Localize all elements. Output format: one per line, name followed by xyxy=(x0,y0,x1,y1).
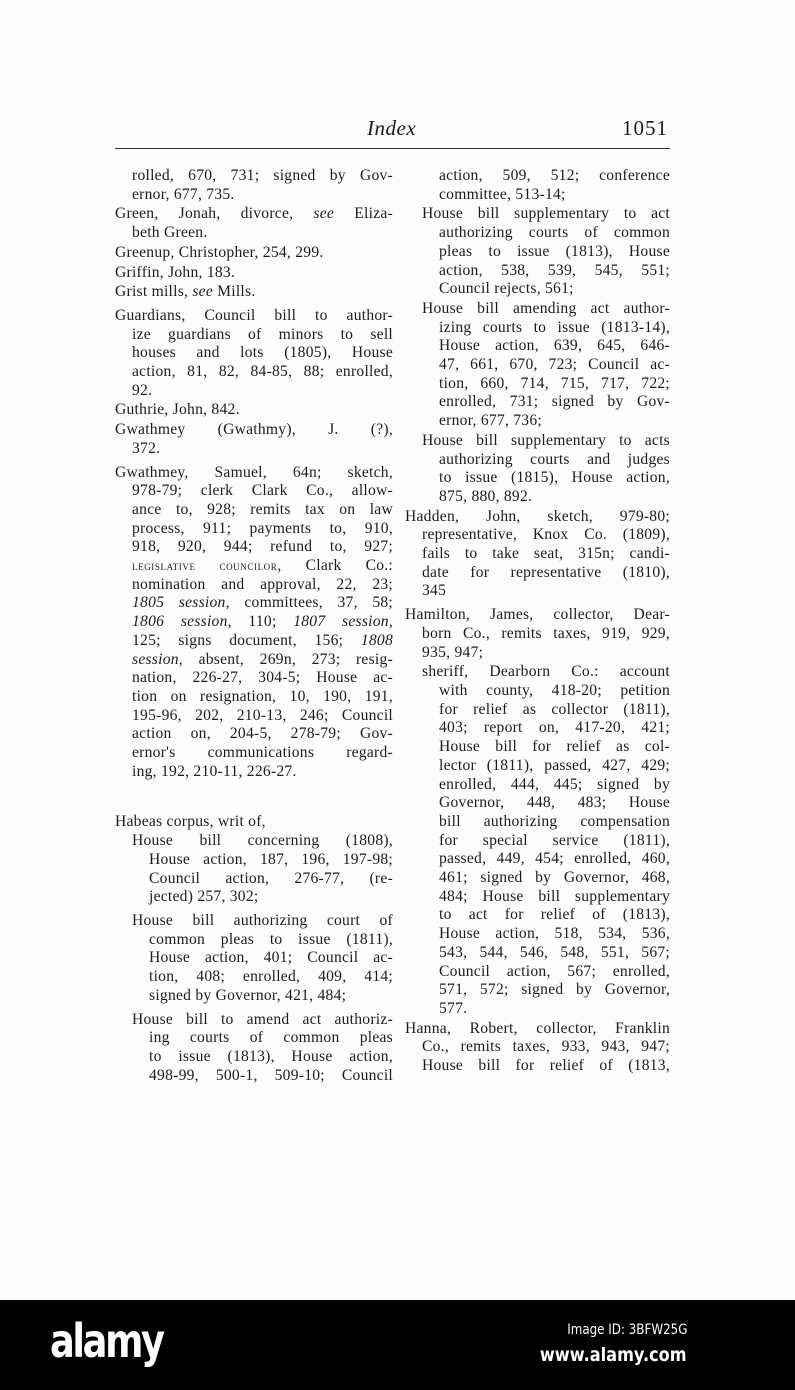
index-entry xyxy=(115,167,393,204)
index-line: Greenup, Christopher, 254, 299. xyxy=(115,243,324,261)
text-segment: Green, Jonah, divorce, xyxy=(115,205,314,223)
index-line: authorizing courts and judges xyxy=(439,450,670,468)
index-entry xyxy=(405,300,670,431)
index-line: ernor, 677, 735. xyxy=(132,185,235,203)
index-entry xyxy=(115,912,393,1006)
index-line: houses and lots (1805), House xyxy=(132,344,393,362)
index-line: House bill for relief of (1813, xyxy=(422,1057,670,1075)
index-line: pleas to issue (1813), House xyxy=(439,242,670,260)
text-segment: , Clark Co.: xyxy=(277,557,393,575)
index-line: House bill for relief as col- xyxy=(439,738,670,756)
index-column-left xyxy=(115,166,393,1085)
index-line: enrolled, 731; signed by Gov- xyxy=(439,393,670,411)
index-entry xyxy=(405,606,670,662)
index-line: Governor, 448, 483; House xyxy=(439,794,670,812)
italic-text: 1807 session, xyxy=(293,613,393,631)
index-line: enrolled, 444, 445; signed by xyxy=(439,775,670,793)
index-entry xyxy=(115,401,393,420)
text-segment: 125; signs document, 156; xyxy=(132,631,361,649)
italic-text: 1806 session, xyxy=(132,613,232,631)
index-line: ing courts of common pleas xyxy=(149,1029,393,1047)
index-entry xyxy=(405,508,670,602)
index-line: 484; House bill supplementary xyxy=(439,887,670,905)
index-entry xyxy=(405,167,670,204)
index-line: lector (1811), passed, 427, 429; xyxy=(439,756,670,774)
index-entry xyxy=(115,264,393,283)
index-line: 461; signed by Governor, 468, xyxy=(439,869,670,887)
index-line: 345 xyxy=(422,582,447,600)
index-line: Guardians, Council bill to author- xyxy=(115,306,393,324)
index-line: 47, 661, 670, 723; Council ac- xyxy=(439,356,670,374)
index-line xyxy=(115,594,393,613)
index-line: ernor, 677, 736; xyxy=(439,412,542,430)
index-line: tion, 408; enrolled, 409, 414; xyxy=(149,968,393,986)
index-line: action, 81, 82, 84-85, 88; enrolled, xyxy=(132,363,393,381)
index-line: common pleas to issue (1811), xyxy=(149,930,393,948)
index-line: House action, 187, 196, 197-98; xyxy=(149,850,393,868)
index-line: tion on resignation, 10, 190, 191, xyxy=(132,687,393,705)
index-line: House bill amending act author- xyxy=(422,299,670,317)
index-line: Habeas corpus, writ of, xyxy=(115,812,266,830)
index-line: for relief as collector (1811), xyxy=(439,700,670,718)
index-line: action, 538, 539, 545, 551; xyxy=(439,261,670,279)
italic-text: 1805 session, xyxy=(132,594,230,612)
index-line: beth Green. xyxy=(132,224,208,242)
index-entry xyxy=(115,205,393,242)
index-line: ize guardians of minors to sell xyxy=(132,325,393,343)
index-entry xyxy=(405,432,670,507)
index-line xyxy=(115,283,393,302)
index-entry xyxy=(405,205,670,299)
index-line: Gwathmey, Samuel, 64n; sketch, xyxy=(115,463,393,481)
index-line: Gwathmey (Gwathmy), J. (?), xyxy=(115,421,393,439)
index-line: action, 509, 512; conference xyxy=(439,167,670,184)
index-line: representative, Knox Co. (1809), xyxy=(422,526,670,544)
index-line: nation, 226-27, 304-5; House ac- xyxy=(132,669,393,687)
index-line: 918, 920, 944; refund to, 927; xyxy=(132,538,393,556)
image-id-label: Image ID: 3BFW25G xyxy=(566,1322,687,1338)
index-entry xyxy=(115,832,393,907)
text-segment: committees, 37, 58; xyxy=(229,594,393,612)
index-entry xyxy=(405,1020,670,1076)
index-entry xyxy=(115,421,393,458)
index-line: 372. xyxy=(132,439,161,457)
italic-text: session, xyxy=(132,650,183,668)
index-line: 498-99, 500-1, 509-10; Council xyxy=(149,1066,393,1084)
index-line: House bill to amend act authoriz- xyxy=(132,1010,393,1028)
index-line xyxy=(115,651,393,670)
index-entry xyxy=(115,283,393,302)
index-line: Hamilton, James, collector, Dear- xyxy=(405,606,670,624)
index-entry xyxy=(115,244,393,263)
index-line: ernor's communications regard- xyxy=(132,744,393,762)
running-title: Index xyxy=(367,116,417,140)
index-line xyxy=(115,632,393,651)
index-line: 935, 947; xyxy=(422,643,484,661)
alamy-logo: alamy xyxy=(50,1314,163,1368)
text-segment: Grist mills, xyxy=(115,283,193,301)
index-column-right xyxy=(405,166,670,1076)
index-line: born Co., remits taxes, 919, 929, xyxy=(422,624,670,642)
index-line: House action, 401; Council ac- xyxy=(149,949,393,967)
index-line: signed by Governor, 421, 484; xyxy=(149,986,347,1004)
index-line: Co., remits taxes, 933, 943, 947; xyxy=(422,1038,670,1056)
index-entry xyxy=(115,464,393,782)
index-line: Hadden, John, sketch, 979-80; xyxy=(405,507,670,525)
index-line: 543, 544, 546, 548, 551, 567; xyxy=(439,943,670,961)
index-line: to act for relief of (1813), xyxy=(439,906,670,924)
index-line: authorizing courts of common xyxy=(439,224,670,242)
index-line: Council action, 276-77, (re- xyxy=(149,869,393,887)
small-caps-text: legislative councilor xyxy=(132,558,278,574)
index-line: fails to take seat, 315n; candi- xyxy=(422,545,670,563)
index-line: Council rejects, 561; xyxy=(439,280,574,298)
index-line: ing, 192, 210-11, 226-27. xyxy=(132,762,297,780)
index-line: date for representative (1810), xyxy=(422,563,670,581)
text-segment: absent, 269n, 273; resig- xyxy=(182,650,393,668)
index-line: process, 911; payments to, 910, xyxy=(132,519,393,537)
index-line: with county, 418-20; petition xyxy=(439,681,670,699)
index-line: tion, 660, 714, 715, 717, 722; xyxy=(439,374,670,392)
index-line: action on, 204-5, 278-79; Gov- xyxy=(132,725,393,743)
text-segment: 110; xyxy=(231,613,294,631)
running-header xyxy=(115,112,670,149)
watermark-bar xyxy=(0,1300,795,1390)
index-line: 577. xyxy=(439,999,468,1017)
index-line: House bill supplementary to acts xyxy=(422,431,670,449)
index-line: House action, 518, 534, 536, xyxy=(439,925,670,943)
index-line: 195-96, 202, 210-13, 246; Council xyxy=(132,706,393,724)
italic-text: 1808 xyxy=(360,631,393,649)
text-segment: Mills. xyxy=(213,283,256,301)
text-segment: Eliza- xyxy=(334,205,394,223)
index-line: nomination and approval, 22, 23; xyxy=(132,575,393,593)
index-line: for special service (1811), xyxy=(439,831,670,849)
index-line: to issue (1813), House action, xyxy=(149,1047,393,1065)
index-line: Griffin, John, 183. xyxy=(115,263,236,281)
index-line: House bill concerning (1808), xyxy=(132,832,393,850)
index-line: jected) 257, 302; xyxy=(149,888,259,906)
index-entry xyxy=(115,1011,393,1086)
index-line: committee, 513-14; xyxy=(439,185,566,203)
index-line: Council action, 567; enrolled, xyxy=(439,962,670,980)
index-line: 92. xyxy=(132,381,153,399)
index-line: House bill authorizing court of xyxy=(132,912,393,930)
index-line: sheriff, Dearborn Co.: account xyxy=(422,663,670,681)
index-line: Guthrie, John, 842. xyxy=(115,401,240,419)
italic-text: see xyxy=(192,283,213,301)
index-line: to issue (1815), House action, xyxy=(439,469,670,487)
index-line: 571, 572; signed by Governor, xyxy=(439,981,670,999)
index-line: Hanna, Robert, collector, Franklin xyxy=(405,1019,670,1037)
index-entry xyxy=(115,307,393,401)
page-number: 1051 xyxy=(622,116,668,140)
index-line: izing courts to issue (1813-14), xyxy=(439,318,670,336)
index-entry xyxy=(405,663,670,1018)
index-line: House action, 639, 645, 646- xyxy=(439,337,670,355)
italic-text: see xyxy=(313,205,335,223)
index-line: ance to, 928; remits tax on law xyxy=(132,500,393,518)
index-line: 403; report on, 417-20, 421; xyxy=(439,719,670,737)
index-line xyxy=(115,557,393,576)
index-line xyxy=(115,205,393,224)
site-url: www.alamy.com xyxy=(540,1344,687,1366)
index-line: 978-79; clerk Clark Co., allow- xyxy=(132,482,393,500)
index-line: rolled, 670, 731; signed by Gov- xyxy=(132,167,393,184)
index-line: passed, 449, 454; enrolled, 460, xyxy=(439,850,670,868)
index-line xyxy=(115,613,393,632)
index-line: House bill supplementary to act xyxy=(422,205,670,223)
index-line: bill authorizing compensation xyxy=(439,812,670,830)
index-entry xyxy=(115,813,393,832)
index-line: 875, 880, 892. xyxy=(439,487,533,505)
